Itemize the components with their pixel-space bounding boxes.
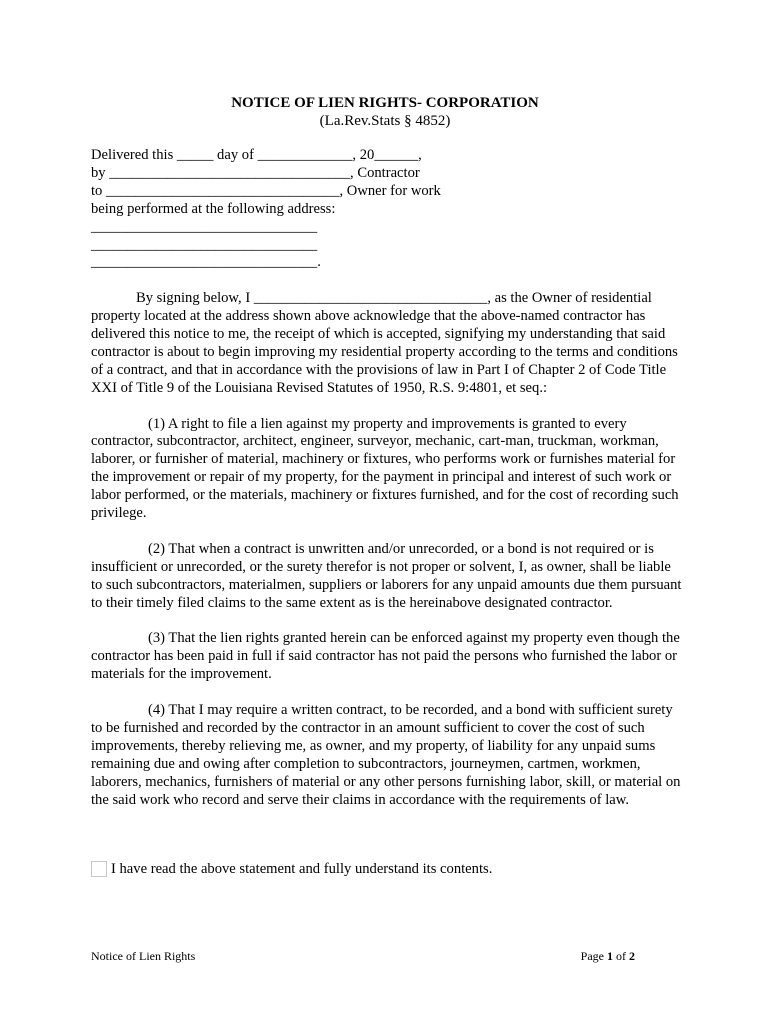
document-body [91,147,685,827]
address-field-1[interactable]: _______________________________ [91,218,318,235]
delivery-date-line[interactable]: Delivered this _____ day of _____________, 20______, [91,147,422,163]
paragraph-4: (4) That I may require a written contract, to be recorded, and a bond with sufficient surety to be furnished and recorded by the contractor in an amount sufficient to cover the cost of such improvements, thereby relieving me, as owner, and my property, of liability for any unpaid sums remaining due and owing after completion to subcontractors, journeymen, cartmen, workmen, laborers, mechanics, furnishers of material or any other persons furnishing labor, skill, or material on the said work who record and serve their claims in accordance with the requirements of law. [91,702,681,808]
current-page: 1 [607,949,613,963]
intro-paragraph: By signing below, I ________________________________, as the Owner of residential property located at the address shown above acknowledge that the above-named contractor has delivered this notice to me, the receipt of which is accepted, signifying my understanding that said contractor is about to begin improving my residential property according to the terms and conditions of a contract, and that in accordance with the provisions of law in Part I of Chapter 2 of Code Title XXI of Title 9 of the Louisiana Revised Statutes of 1950, R.S. 9:4801, et seq.: [91,290,678,396]
spacer [91,272,685,290]
paragraph-3: (3) That the lien rights granted herein can be enforced against my property even though the contractor has been paid in full if said contractor has not paid the persons who furnished the labor or materials for the improvement. [91,630,680,683]
address-field-2[interactable]: _______________________________ [91,236,318,253]
address-label: being performed at the following address: [91,200,336,217]
acknowledgment-row [91,860,492,878]
delivery-block [91,147,685,272]
footer-page-number [581,949,635,964]
total-pages: 2 [629,949,635,963]
of-word: of [613,949,629,963]
document-title: NOTICE OF LIEN RIGHTS- CORPORATION [231,95,539,111]
acknowledgment-checkbox[interactable] [91,861,107,877]
page-word: Page [580,949,607,963]
owner-line[interactable]: to ________________________________, Owner for work [91,182,441,199]
address-field-3[interactable]: _______________________________. [91,254,321,271]
footer-document-name: Notice of Lien Rights [91,949,196,963]
paragraph-1: (1) A right to file a lien against my property and improvements is granted to every contractor, subcontractor, architect, engineer, surveyor, mechanic, cart-man, truckman, workman, laborer, or furnisher of material, machinery or fixtures, who performs work or furnishes material for the improvement or repair of my property, for the payment in principal and interest of such work or labor performed, or the materials, machinery or fixtures furnished, and for the cost of recording such privilege. [91,415,679,522]
acknowledgment-label: I have read the above statement and fully understand its contents. [111,861,493,877]
contractor-line[interactable]: by _________________________________, Contractor [91,164,420,181]
paragraph-2: (2) That when a contract is unwritten and/or unrecorded, or a bond is not required or is insufficient or unrecorded, or the surety therefor is not proper or solvent, I, as owner, shall be liable to such subcontractors, materialmen, suppliers or laborers for any unpaid amounts due them pursuant to their timely filed claims to the same extent as is the hereinabove designated contractor. [91,540,682,611]
statute-reference: (La.Rev.Stats § 4852) [319,113,451,129]
